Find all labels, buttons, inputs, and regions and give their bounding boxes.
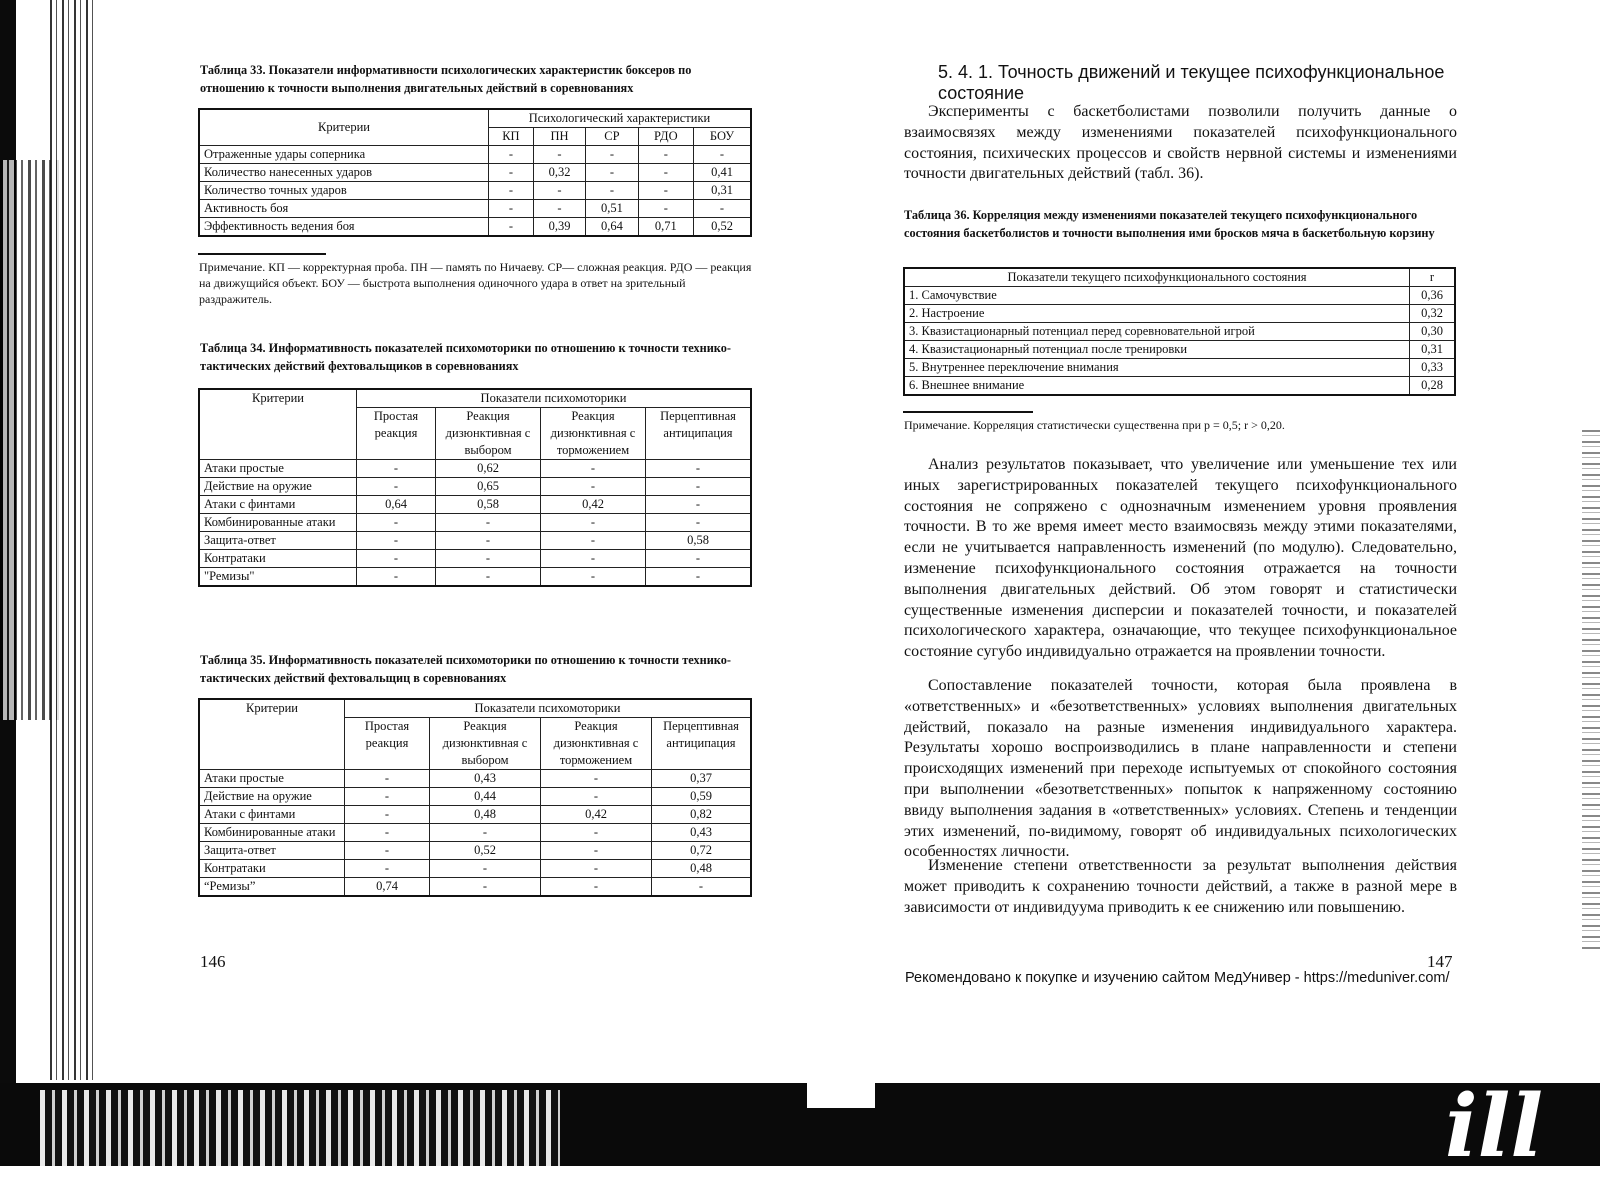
cell: - — [638, 146, 693, 164]
table-36-note: Примечание. Корреляция статистически существенна при р = 0,5; r > 0,20. — [904, 418, 1285, 432]
table-33-note: Примечание. КП — корректурная проба. ПН — память по Ничаеву. СР— сложная реакция. РДО — реакция на движущийся объект. БОУ — быстрота выполнения одиночного удара в ответ на зрительный раздражитель. — [199, 260, 752, 306]
cell: - — [430, 860, 541, 878]
cell: 0,43 — [430, 770, 541, 788]
cell: - — [357, 568, 436, 587]
cell: - — [489, 146, 534, 164]
cell: 0,42 — [541, 806, 652, 824]
table-35-col: Перцептивная антиципация — [652, 718, 752, 770]
table-36 — [903, 267, 1456, 396]
cell: - — [541, 770, 652, 788]
row-label: Контратаки — [199, 550, 357, 568]
cell: - — [541, 460, 646, 478]
cell: - — [489, 218, 534, 237]
table-36-title: Таблица 36. Корреляция между изменениями показателей текущего психофункционального состояния баскетболистов и точности выполнения ими бросков мяча в баскетбольную корзину — [904, 208, 1435, 240]
cell: 0,39 — [533, 218, 585, 237]
row-label: Количество нанесенных ударов — [199, 164, 489, 182]
cell: 0,44 — [430, 788, 541, 806]
cell: - — [436, 532, 541, 550]
cell: 0,62 — [436, 460, 541, 478]
table-33-col: РДО — [638, 128, 693, 146]
cell: 0,42 — [541, 496, 646, 514]
row-label: 4. Квазистационарный потенциал после тренировки — [904, 341, 1410, 359]
cell: - — [541, 550, 646, 568]
table-row — [904, 377, 1455, 396]
row-label: 5. Внутреннее переключение внимания — [904, 359, 1410, 377]
body-paragraph: Анализ результатов показывает, что увеличение или уменьшение тех или иных зарегистрированных показателей текущего психофункционального состояния не сопряжено с однозначным изменением уровня проявления точности. В то же время имеет место взаимосвязь между этими показателями, если не учитывается направленность изменений (по модулю). Следовательно, изменение психофункционального состояния отражается на точности выполнения двигательных действий. Об этом говорят и статистически существенные изменения дисперсии и показателей точности, и показателей психологического характера, означающие, что текущее психофункциональное состояние сугубо индивидуально отражается на проявлении точности. — [904, 456, 1457, 661]
row-label: 3. Квазистационарный потенциал перед соревновательной игрой — [904, 323, 1410, 341]
note-rule — [903, 411, 1033, 413]
cell: - — [357, 460, 436, 478]
cell: - — [533, 146, 585, 164]
cell: - — [436, 568, 541, 587]
table-34-col: Перцептивная антиципация — [646, 408, 752, 460]
cell: - — [345, 860, 430, 878]
cell: 0,51 — [586, 200, 638, 218]
row-label: "Ремизы" — [199, 568, 357, 587]
table-row — [199, 496, 751, 514]
table-row — [199, 182, 751, 200]
note-rule — [198, 253, 326, 255]
row-label: Защита-ответ — [199, 532, 357, 550]
row-label: Эффективность ведения боя — [199, 218, 489, 237]
cell: 0,82 — [652, 806, 752, 824]
cell: - — [430, 878, 541, 897]
row-label: Действие на оружие — [199, 478, 357, 496]
row-label: 2. Настроение — [904, 305, 1410, 323]
cell: - — [345, 842, 430, 860]
cell: - — [541, 860, 652, 878]
table-33-title: Таблица 33. Показатели информативности психологических характеристик боксеров по отношению к точности выполнения двигательных действий в соревнованиях — [200, 63, 692, 95]
cell: 0,31 — [1410, 341, 1456, 359]
cell: - — [345, 788, 430, 806]
cell: - — [541, 478, 646, 496]
cell: - — [694, 146, 751, 164]
row-label: Активность боя — [199, 200, 489, 218]
table-row — [199, 218, 751, 237]
cell: 0,64 — [357, 496, 436, 514]
cell: 0,33 — [1410, 359, 1456, 377]
table-34-group-header: Показатели психомоторики — [357, 389, 752, 408]
table-34-title: Таблица 34. Информативность показателей психомоторики по отношению к точности технико-тактических действий фехтовальщиков в соревнованиях — [200, 341, 731, 373]
cell: - — [646, 550, 752, 568]
table-35-col: Простая реакция — [345, 718, 430, 770]
cell: - — [694, 200, 751, 218]
cell: - — [586, 182, 638, 200]
cell: 0,28 — [1410, 377, 1456, 396]
cell: 0,36 — [1410, 287, 1456, 305]
cell: 0,31 — [694, 182, 751, 200]
cell: 0,30 — [1410, 323, 1456, 341]
table-row — [199, 164, 751, 182]
scan-bottom-stripes — [40, 1090, 560, 1166]
table-row — [199, 770, 751, 788]
cell: - — [646, 478, 752, 496]
cell: - — [638, 164, 693, 182]
cell: - — [489, 200, 534, 218]
cell: 0,37 — [652, 770, 752, 788]
cell: - — [430, 824, 541, 842]
row-label: Действие на оружие — [199, 788, 345, 806]
table-36-r-header: r — [1410, 268, 1456, 287]
cell: 0,48 — [430, 806, 541, 824]
table-row — [199, 860, 751, 878]
scan-binding-stripes — [50, 0, 98, 1080]
row-label: Количество точных ударов — [199, 182, 489, 200]
table-35-criteria-header: Критерии — [199, 699, 345, 770]
table-33 — [198, 108, 752, 237]
table-row — [199, 200, 751, 218]
page-number-right: 147 — [1427, 952, 1453, 971]
cell: - — [357, 550, 436, 568]
table-34 — [198, 388, 752, 587]
cell: - — [533, 182, 585, 200]
table-36-header: Показатели текущего психофункционального состояния — [904, 268, 1410, 287]
cell: - — [541, 824, 652, 842]
table-34-criteria-header: Критерии — [199, 389, 357, 460]
table-row — [199, 550, 751, 568]
scan-noise-right — [1582, 430, 1600, 950]
table-33-criteria-header: Критерии — [199, 109, 489, 146]
cell: 0,59 — [652, 788, 752, 806]
table-35-group-header: Показатели психомоторики — [345, 699, 752, 718]
row-label: Отраженные удары соперника — [199, 146, 489, 164]
cell: - — [489, 164, 534, 182]
cell: - — [586, 164, 638, 182]
body-paragraph: Сопоставление показателей точности, которая была проявлена в «ответственных» и «безответственных» условиях выполнения двигательных действий, показало на разные изменения индивидуального характера. Результаты хорошо воспроизводились в плане направленности и степени происходящих изменений при переходе испытуемых от спокойного состояния при выполнении «безответственных» попыток к напряженному состоянию ввиду выполнения задания в «ответственных» условиях. Степень и тенденции этих изменений, по-видимому, говорят об индивидуальных психологических особенностях личности. — [904, 677, 1457, 861]
table-row — [199, 788, 751, 806]
row-label: Атаки простые — [199, 770, 345, 788]
row-label: Атаки простые — [199, 460, 357, 478]
cell: 0,71 — [638, 218, 693, 237]
body-paragraph: Изменение степени ответственности за результат выполнения действия может приводить к сохранению точности действий, а также в разной мере в зависимости от индивидуума приводить к ее снижению или повышению. — [904, 857, 1457, 916]
cell: - — [652, 878, 752, 897]
cell: - — [345, 770, 430, 788]
cell: - — [345, 806, 430, 824]
cell: - — [638, 182, 693, 200]
cell: - — [436, 550, 541, 568]
cell: - — [541, 568, 646, 587]
cell: - — [638, 200, 693, 218]
table-33-group-header: Психологический характеристики — [489, 109, 752, 128]
row-label: “Ремизы” — [199, 878, 345, 897]
cell: - — [541, 788, 652, 806]
table-33-col: БОУ — [694, 128, 751, 146]
cell: - — [436, 514, 541, 532]
cell: 0,52 — [694, 218, 751, 237]
row-label: Комбинированные атаки — [199, 824, 345, 842]
table-row — [199, 568, 751, 587]
table-row — [199, 478, 751, 496]
table-row — [199, 146, 751, 164]
cell: 0,74 — [345, 878, 430, 897]
cell: - — [357, 514, 436, 532]
row-label: 6. Внешнее внимание — [904, 377, 1410, 396]
cell: - — [357, 478, 436, 496]
table-34-col: Реакция дизюнктивная с выбором — [436, 408, 541, 460]
cell: 0,48 — [652, 860, 752, 878]
table-row — [199, 460, 751, 478]
table-35-title: Таблица 35. Информативность показателей психомоторики по отношению к точности технико-тактических действий фехтовальщиц в соревнованиях — [200, 653, 731, 685]
table-row — [199, 878, 751, 897]
table-row — [199, 514, 751, 532]
table-row — [199, 806, 751, 824]
table-row — [904, 323, 1455, 341]
cell: - — [489, 182, 534, 200]
table-33-col: КП — [489, 128, 534, 146]
table-row — [904, 287, 1455, 305]
row-label: Атаки с финтами — [199, 806, 345, 824]
cell: 0,58 — [436, 496, 541, 514]
cell: - — [345, 824, 430, 842]
cell: - — [541, 514, 646, 532]
cell: - — [541, 842, 652, 860]
table-row — [904, 305, 1455, 323]
cell: 0,58 — [646, 532, 752, 550]
section-heading: 5. 4. 1. Точность движений и текущее психофункциональное состояние — [938, 62, 1445, 103]
cell: - — [646, 514, 752, 532]
table-35-col: Реакция дизюнктивная с торможением — [541, 718, 652, 770]
cell: 0,72 — [652, 842, 752, 860]
cell: - — [541, 878, 652, 897]
intro-paragraph: Эксперименты с баскетболистами позволили получить данные о взаимосвязях между изменениями показателей психофункционального состояния, психических процессов и свойств нервной системы и изменениями точности двигательных действий (табл. 36). — [904, 103, 1457, 183]
cell: 0,32 — [1410, 305, 1456, 323]
row-label: Комбинированные атаки — [199, 514, 357, 532]
table-34-col: Реакция дизюнктивная с торможением — [541, 408, 646, 460]
scan-fragment-glyph: ill — [1445, 1076, 1544, 1177]
cell: - — [646, 496, 752, 514]
table-row — [199, 824, 751, 842]
row-label: Защита-ответ — [199, 842, 345, 860]
table-35 — [198, 698, 752, 897]
table-33-col: ПН — [533, 128, 585, 146]
table-34-col: Простая реакция — [357, 408, 436, 460]
cell: - — [533, 200, 585, 218]
cell: 0,65 — [436, 478, 541, 496]
cell: - — [541, 532, 646, 550]
table-row — [904, 341, 1455, 359]
cell: 0,41 — [694, 164, 751, 182]
table-row — [199, 532, 751, 550]
cell: - — [646, 460, 752, 478]
table-33-col: СР — [586, 128, 638, 146]
footer-recommendation: Рекомендовано к покупке и изучению сайтом МедУнивер - https://meduniver.com/ — [905, 970, 1450, 986]
row-label: Атаки с финтами — [199, 496, 357, 514]
scan-bottom-notch — [807, 1083, 875, 1108]
cell: 0,32 — [533, 164, 585, 182]
cell: 0,52 — [430, 842, 541, 860]
cell: - — [586, 146, 638, 164]
cell: 0,64 — [586, 218, 638, 237]
row-label: 1. Самочувствие — [904, 287, 1410, 305]
page-number-left: 146 — [200, 952, 226, 971]
table-row — [199, 842, 751, 860]
table-row — [904, 359, 1455, 377]
row-label: Контратаки — [199, 860, 345, 878]
table-35-col: Реакция дизюнктивная с выбором — [430, 718, 541, 770]
cell: 0,43 — [652, 824, 752, 842]
cell: - — [357, 532, 436, 550]
cell: - — [646, 568, 752, 587]
